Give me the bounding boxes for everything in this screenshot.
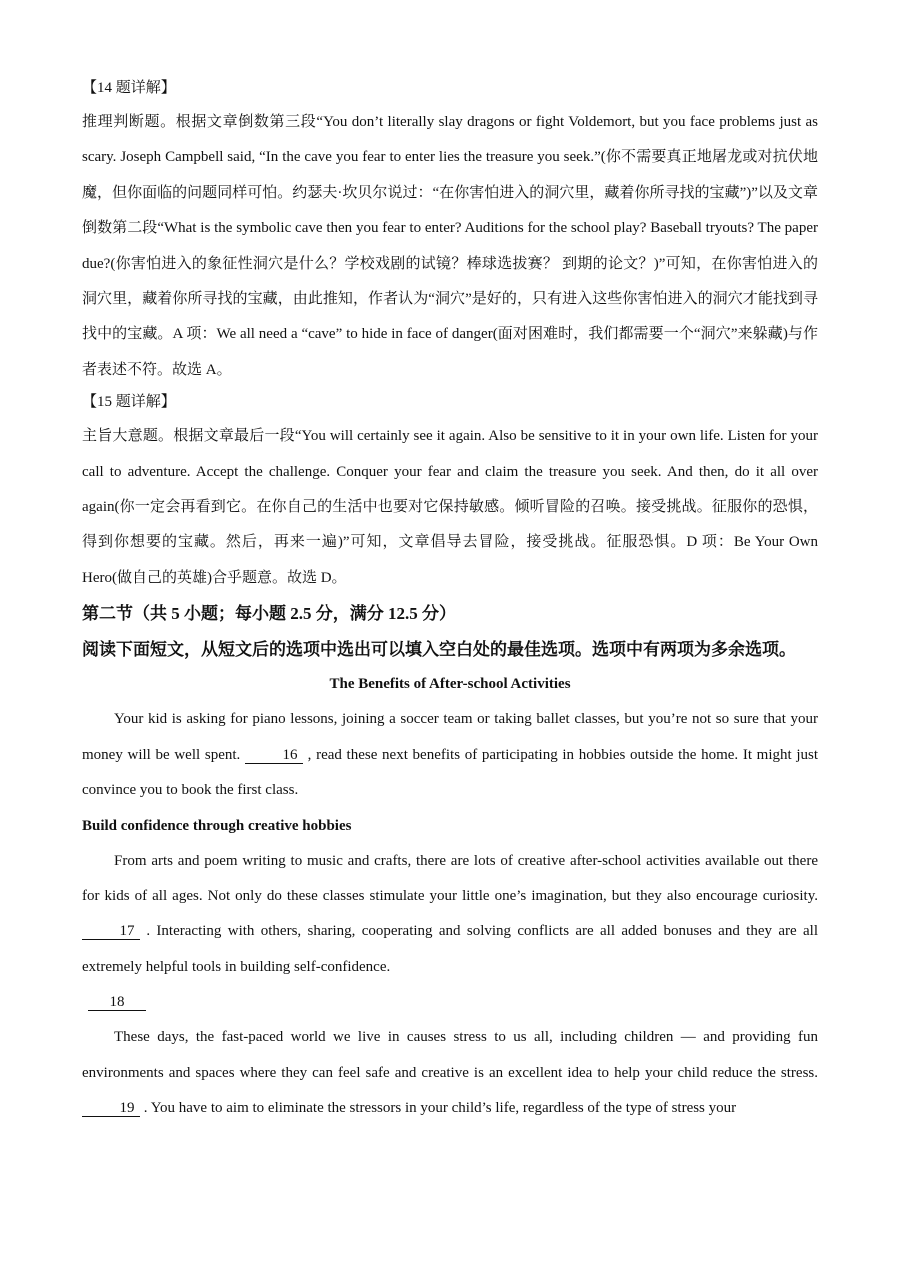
paragraph-3-text-b: . You have to aim to eliminate the stressors in your child’s life, regardless of the type of stress your [143, 1099, 737, 1116]
subheading-blank-18-line [82, 985, 818, 1020]
blank-19: 19 [82, 1100, 140, 1117]
passage-paragraph-2 [82, 844, 818, 986]
q15-heading: 【15 题详解】 [82, 394, 176, 411]
paragraph-3-text-a: These days, the fast-paced world we live in causes stress to us all, including children — and providing fun environments and spaces where they can feel safe and creative is an excellent idea to help your child reduce the stress. [82, 1029, 818, 1081]
section2-instructions: 阅读下面短文，从短文后的选项中选出可以填入空白处的最佳选项。选项中有两项为多余选项。 [82, 639, 796, 659]
blank-16: 16 [245, 747, 303, 764]
blank-17: 17 [82, 923, 140, 940]
passage-paragraph-3 [82, 1020, 818, 1126]
passage-paragraph-1 [82, 702, 818, 808]
section2-heading: 第二节（共 5 小题；每小题 2.5 分，满分 12.5 分） [82, 604, 456, 624]
paragraph-2-text-a: From arts and poem writing to music and crafts, there are lots of creative after-school activities available out there for kids of all ages. Not only do these classes stimulate your little one’s imagination, but they also encourage curiosity. [82, 852, 818, 904]
passage-title: The Benefits of After-school Activities [329, 676, 571, 693]
paragraph-1-text-a: Your kid is asking for piano lessons, joining a soccer team or taking ballet classes, but you’re not so sure that your money will be well spent. [82, 711, 818, 763]
q14-explanation: 推理判断题。根据文章倒数第三段“You don’t literally slay dragons or fight Voldemort, but you face problems just as scary. Joseph Campbell said, “In the cave you fear to enter lies the treasure you seek.”(你不需要真正地屠龙或对抗伏地魔，但你面临的问题同样可怕。约瑟夫·坎贝尔说过：“在你害怕进入的洞穴里，藏着你所寻找的宝藏”)”以及文章倒数第二段“What is the symbolic cave then you fear to enter? Auditions for the school play? Baseball tryouts? The paper due?(你害怕进入的象征性洞穴是什么？学校戏剧的试镜？棒球选拔赛？ 到期的论文？)”可知，在你害怕进入的洞穴里，藏着你所寻找的宝藏，由此推知，作者认为“洞穴”是好的，只有进入这些你害怕进入的洞穴才能找到寻找中的宝藏。A 项：We all need a “cave” to hide in face of danger(面对困难时，我们都需要一个“洞穴”来躲藏)与作者表述不符。故选 A。 [82, 114, 818, 378]
passage-subheading-1: Build confidence through creative hobbies [82, 817, 352, 834]
q14-heading: 【14 题详解】 [82, 80, 176, 96]
paragraph-1-text-b: , read these next benefits of participating in hobbies outside the home. It might just convince you to book the first class. [82, 746, 819, 799]
paragraph-2-text-b: . Interacting with others, sharing, cooperating and solving conflicts are all added bonuses and they are all extremely helpful tools in building self-confidence. [82, 923, 818, 975]
blank-18: 18 [88, 994, 146, 1011]
q15-explanation: 主旨大意题。根据文章最后一段“You will certainly see it again. Also be sensitive to it in your own life. Listen for your call to adventure. Accept the challenge. Conquer your fear and claim the treasure you seek. And then, do it all over again(你一定会再看到它。在你自己的生活中也要对它保持敏感。倾听冒险的召唤。接受挑战。征服你的恐惧，得到你想要的宝藏。然后，再来一遍)”可知，文章倡导去冒险，接受挑战。征服恐惧。D 项：Be Your Own Hero(做自己的英雄)合乎题意。故选 D。 [82, 428, 818, 586]
